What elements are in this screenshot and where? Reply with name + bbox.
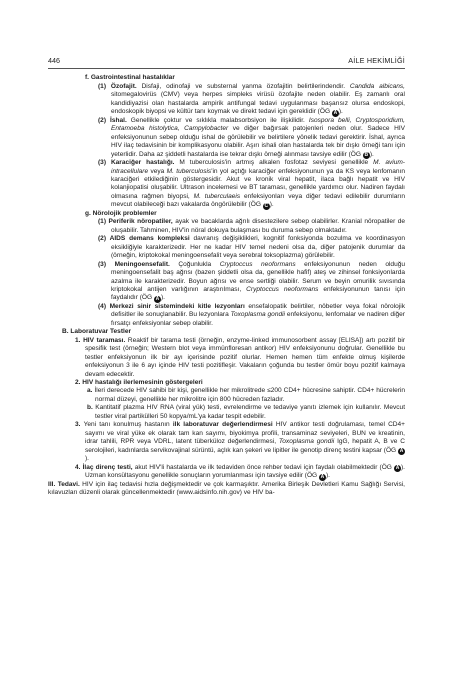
evidence-grade-badge: B xyxy=(364,152,369,159)
text: enfeksiyonu, lenfomalar ve nadiren diğer fırsatçı enfeksiyonlar sebep olabilir. xyxy=(111,311,405,327)
italic-text: M. tuberculaeis xyxy=(193,192,241,200)
evidence-grade-badge: C xyxy=(264,202,269,209)
italic-text: Isospora belli, Cryptosporidium, Entamoeba histolytica, Campylobacter xyxy=(111,116,405,133)
text: enfeksiyonunun tanısı için faydalıdır (ÖG xyxy=(111,285,406,302)
paragraph-B2b-viral-load xyxy=(48,404,405,421)
text: ). xyxy=(85,455,89,463)
text: ). xyxy=(325,472,330,480)
italic-text: Toxoplasma gondii xyxy=(278,438,335,446)
text: ). xyxy=(269,201,274,209)
text: ensefalopatik belirtiler, nöbetler veya fokal nörolojik defisitler ile sonuçlanabilir. Bu lezyonlara xyxy=(111,302,405,319)
item-title: İshal. xyxy=(110,116,127,124)
text: davranış değişiklikleri, kognitif fonksiyonda bozulma ve koordinasyon eksikliğiyle karakterizedir. Her ne kadar HIV temel nedeni olsa da, diğer patojenik durumlar da (örneğin, kriptokokal meningoensefalit veya serebral toksoplazma) görülebilir. xyxy=(111,235,405,260)
paragraph-B3-initial-lab xyxy=(48,421,405,463)
text: Reaktif bir tarama testi (örneğin, enzyme-linked immunosorbent assay [ELISA]) artı pozitif bir spesifik test (örneğin; Western blot veya immünfloresan antikor) HIV enfeksiyonunu doğrular. Genellikle bu testler enfeksiyonun ilk bir ayı içerisinde pozitif olurlar. Hemen hemen tüm enfekte olmuş kişilerde enfeksiyonun 3 ile 6 ayı içinde HIV testi pozitifleşir. Vakaların çoğunda bu testler ömür boyu pozitif kalmaya devam edecektir. xyxy=(85,336,405,378)
section-heading-f: f. Gastrointestinal hastalıklar xyxy=(85,74,175,81)
text: ve diğer bağırsak patojenleri neden olur. Sadece HIV enfeksiyonunun sebep olduğu ishal de görülebilir ve belirtilere yönelik tedavi gerektirir. İshal, ayrıca HIV ilaç tedavisinin bir komplikasyonu olabilir. Aşırı ishali olan hastalarda tek bir dışkı örneği tanı için yeterlidir. Daha az şiddetli hastalarda ise tekrar dışkı örneği alınması tavsiye edilir (ÖG xyxy=(111,125,406,158)
text: ). Uzman konsültasyonu genellikle sonuçların yorumlanması için tavsiye edilir (ÖG xyxy=(85,463,405,480)
paragraph-B1-hiv-screening xyxy=(48,337,405,379)
italic-text: Candida albicans, xyxy=(349,82,405,90)
evidence-grade-badge: A xyxy=(399,448,404,455)
text: Çoğunlukla xyxy=(169,260,220,268)
item-title: ilk laboratuvar değerlendirmesi xyxy=(172,421,273,429)
text: ). xyxy=(160,294,165,302)
text: Disfaji, odinofaji ve substernal yanma özofajitin belirtilerindendir. xyxy=(136,82,350,90)
italic-text: M. avium-intracellulare xyxy=(111,159,405,175)
page-body xyxy=(48,74,405,497)
item-title: Meningoensefalit. xyxy=(114,260,170,268)
item-number: 2. xyxy=(75,379,83,386)
text: enfeksiyonları veya diğer tedavi edilebilir durumların mevcut olabileceği bazı vakalarda öngörülebilir (ÖG xyxy=(111,192,405,209)
evidence-grade-badge: A xyxy=(320,473,325,480)
text: ). xyxy=(369,150,374,158)
evidence-grade-badge: A xyxy=(333,109,338,116)
item-number: (4) xyxy=(98,302,110,310)
italic-text: Cryptoccus neoformans xyxy=(219,260,296,268)
item-title: İlaç direnç testi, xyxy=(82,463,133,471)
text: ayak ve bacaklarda ağrılı disestezilere sebep olabilirler. Kranial nöropatiler de oluşabilir. Tahminen, HIV'in nöral dokuya bulaşması bu duruma sebep olmaktadır. xyxy=(111,218,405,234)
text: sitomegalovirüs (CMV) veya herpes simpleks virüsü özofajite neden olabilir. Eş zamanlı oral kandidiyazisi olan hastalarda ampirik antifungal tedavi uygulanması başarısız olursa endoskopi, endoskopik biyopsi ve kültür tanı koymak ve direkt tedavi için gereklidir (ÖG xyxy=(111,91,405,116)
text: İleri derecede HIV sahibi bir kişi, genellikle her mikrolitrede ≤200 CD4+ hücresine sahiptir. CD4+ hücrelerin normal düzeyi, genellikle her mikrolitre için 800 hücreden fazladır. xyxy=(94,387,405,403)
section-title: Tedavi. xyxy=(57,480,80,488)
item-letter: a. xyxy=(87,387,95,395)
text: IgG, hepatit A, B ve C serolojileri, kadınlarda servikovajinal sürüntü, açlık kan şekeri ve lipitler ile genotip direnç testini kapsar (ÖG xyxy=(85,438,405,454)
paragraph-g2-aids-dementia xyxy=(48,235,405,260)
text: Yeni tanı konulmuş hastanın xyxy=(83,421,173,429)
section-heading-B: B. Laboratuvar Testler xyxy=(62,328,132,336)
text: M tuberculosis'in artmış alkalen fosfotaz seviyesi genellikle xyxy=(174,159,374,167)
paragraph-B2a-cd4 xyxy=(48,387,405,404)
text: HIV için ilaç tedavisi hızla değişmektedir ve çok karmaşıktır. Amerika Birleşik Devletleri Kamu Sağlığı Servisi, kılavuzları düzenli olarak güncellenmektedir (www.aidsinfo.nih.gov) ve HIV ba- xyxy=(48,480,405,497)
paragraph-g4-cns-lesions xyxy=(48,303,405,328)
item-number: (1) xyxy=(98,218,109,226)
item-number: 3. xyxy=(75,421,84,429)
text: veya xyxy=(148,167,167,175)
item-title: HIV hastalığı ilerlemesinin göstergeleri xyxy=(82,379,203,386)
paragraph-g1-neuropathy xyxy=(48,218,405,235)
paragraph-f1-esophagitis xyxy=(48,83,405,117)
item-title: HIV taraması. xyxy=(83,336,126,344)
text: HIV antikor testi doğrulaması, temel CD4+ sayımı ve viral yüke ek olarak tam kan sayımı, biyokimya profili, transaminaz seviyeleri, BUN ve kreatinin, idrar tahlili, RPR veya VDRL, latent tüberküloz değerlendirmesi, xyxy=(85,421,406,446)
item-number: (1) xyxy=(98,82,111,90)
section-number: III. xyxy=(48,480,58,488)
evidence-grade-badge: A xyxy=(155,295,160,302)
evidence-grade-badge: A xyxy=(395,465,400,472)
page-number: 446 xyxy=(48,56,60,65)
paragraph-g3-meningoencephalitis xyxy=(48,261,405,303)
section-heading-g: g. Nörolojik problemler xyxy=(85,209,157,217)
item-title: Karaciğer hastalığı. xyxy=(110,159,175,167)
item-title: Periferik nöropatiler, xyxy=(108,218,173,226)
item-number: (2) xyxy=(98,235,110,243)
item-title: AIDS demans kompleksi xyxy=(109,235,190,243)
italic-text: M. tuberculosis xyxy=(166,167,212,175)
item-number: 4. xyxy=(75,463,83,471)
item-number: (3) xyxy=(98,260,115,268)
item-number: (3) xyxy=(98,159,111,167)
text: akut HIV'li hastalarda ve ilk tedaviden önce rehber tedavi için faydalı olabilmektedir (ÖG xyxy=(132,463,394,471)
item-number: (2) xyxy=(98,116,111,124)
text: Genellikle çoktur ve sıklıkla malabsorbsiyon ile ilişkilidir. xyxy=(126,116,309,124)
italic-text: Toxoplasma gondii xyxy=(230,311,286,319)
paragraph-B4-resistance-test xyxy=(48,464,405,481)
paragraph-f2-diarrhea xyxy=(48,117,405,159)
text: Kantitatif plazma HIV RNA (viral yük) testi, evrelendirme ve tedaviye yanıtı izlemek için kullanılır. Mevcut testler viral partikülleri 50 kopya/mL'ya kadar tespit edebilir. xyxy=(95,404,406,420)
paragraph-f3-liver-disease xyxy=(48,159,405,210)
page-header xyxy=(48,56,405,69)
item-letter: b. xyxy=(87,404,96,412)
text: enfeksiyonunun neden olduğu meningoensefalit baş ağrısı (bazen şiddetli olsa da, genellikle hafif) ateş ve zihinsel fonksiyonlarda azalma ile karakterizedir. Boyun ağrısı ve ense sertliği olabilir. Serum ve beyin omurilik sıvısında kriptokokal antijen varlığının araştırılması, xyxy=(111,260,405,293)
item-title: Özofajit. xyxy=(110,82,137,90)
text: ). xyxy=(338,108,343,116)
italic-text: Cryptoccus neoformans xyxy=(246,285,319,293)
item-number: 1. xyxy=(75,336,84,344)
paragraph-III-treatment xyxy=(48,481,405,498)
item-title: Merkezi sinir sistemindeki kitle lezyonları xyxy=(109,302,245,310)
running-title: AİLE HEKİMLİĞİ xyxy=(348,56,405,65)
text: 'in yol açtığı karaciğer enfeksiyonunun ya da KS veya lenfomanın karaciğeri etkilediğinin göstergesidir. Akut ve kronik viral hepatit, ilaca bağlı hepatit ve HIV kolanjiopatisi oluşabilir. Ultrason incelemesi ve BT taraması, genellikle yardımcı olur. Nadiren faydalı olmasına rağmen biyopsi, xyxy=(111,167,406,200)
